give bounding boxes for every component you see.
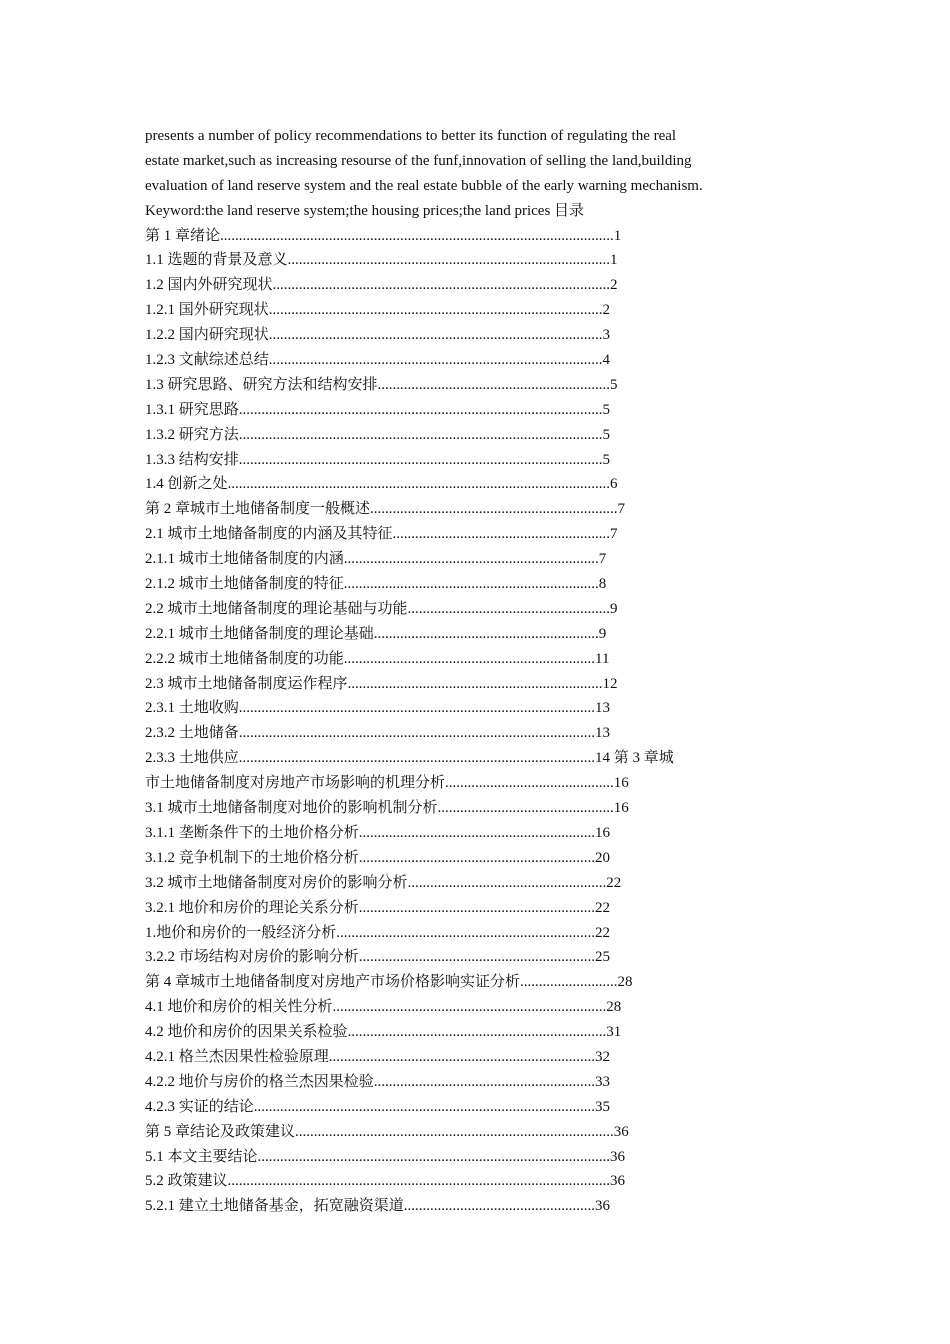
toc-entry: 1.2.2 国内研究现状.........................................................................................3 [145,327,611,344]
toc-entry: 1.3.1 研究思路.................................................................................................5 [145,401,611,418]
toc-entry: 1.3.3 结构安排.................................................................................................5 [145,451,611,468]
toc-entry: 1.3 研究思路、研究方法和结构安排..............................................................5 [145,376,618,393]
toc-entry: 1.1 选题的背景及意义......................................................................................1 [145,252,618,269]
toc-entry: 2.1.1 城市土地储备制度的内涵....................................................................7 [145,551,607,568]
toc-entry: 2.1 城市土地储备制度的内涵及其特征..........................................................7 [145,526,618,543]
toc-entry: 4.2.1 格兰杰因果性检验原理.......................................................................32 [145,1048,611,1065]
keywords-line: Keyword:the land reserve system;the housing prices;the land prices 目录 [145,202,585,219]
toc-entry: 2.3.2 土地储备...............................................................................................13 [145,725,611,742]
abstract-line: presents a number of policy recommendations to better its function of regulating the real [145,128,677,144]
toc-entry: 5.2.1 建立土地储备基金，拓宽融资渠道...................................................36 [145,1198,611,1215]
toc-entry: 3.2.1 地价和房价的理论关系分析...............................................................22 [145,899,611,916]
toc-entry: 2.1.2 城市土地储备制度的特征....................................................................8 [145,576,607,593]
toc-entry: 3.1.2 竞争机制下的土地价格分析...............................................................20 [145,849,611,866]
toc-entry: 1.4 创新之处......................................................................................................6 [145,476,618,493]
toc-entry: 2.2.1 城市土地储备制度的理论基础............................................................9 [145,625,607,642]
toc-entry: 市土地储备制度对房地产市场影响的机理分析.............................................16 [145,775,629,792]
toc-entry: 1.2 国内外研究现状..........................................................................................2 [145,277,618,294]
toc-entry: 1.地价和房价的一般经济分析.....................................................................22 [145,924,611,941]
toc-entry: 4.1 地价和房价的相关性分析.........................................................................28 [145,999,622,1016]
toc-entry: 3.2 城市土地储备制度对房价的影响分析.....................................................22 [145,874,622,891]
toc-entry: 5.1 本文主要结论..............................................................................................36 [145,1148,626,1165]
document-page [145,124,825,1219]
abstract-line: estate market,such as increasing resourse of the funf,innovation of selling the land,building [145,152,692,169]
toc-entry: 第 2 章城市土地储备制度一般概述..................................................................7 [145,501,626,518]
toc-entry: 4.2.3 实证的结论...........................................................................................35 [145,1098,611,1115]
toc-entry: 第 4 章城市土地储备制度对房地产市场价格影响实证分析..........................28 [145,974,633,991]
toc-entry: 2.3.3 土地供应...............................................................................................14 第 3 章城 [145,750,674,767]
toc-entry: 2.2.2 城市土地储备制度的功能...................................................................11 [145,650,610,667]
toc-entry: 3.1.1 垄断条件下的土地价格分析...............................................................16 [145,824,611,841]
toc-entry: 3.2.2 市场结构对房价的影响分析...............................................................25 [145,949,611,966]
toc-entry: 1.3.2 研究方法.................................................................................................5 [145,426,611,443]
toc-entry: 2.3.1 土地收购...............................................................................................13 [145,700,611,717]
toc-entry: 第 1 章绪论.........................................................................................................1 [145,227,622,244]
toc-entry: 4.2.2 地价与房价的格兰杰因果检验...........................................................33 [145,1073,611,1090]
toc-entry: 5.2 政策建议......................................................................................................36 [145,1173,626,1190]
toc-entry: 2.2 城市土地储备制度的理论基础与功能......................................................9 [145,600,618,617]
toc-entry: 4.2 地价和房价的因果关系检验.....................................................................31 [145,1024,622,1041]
toc-entry: 1.2.3 文献综述总结.........................................................................................4 [145,352,611,369]
toc-entry: 3.1 城市土地储备制度对地价的影响机制分析...............................................16 [145,800,629,817]
abstract-line: evaluation of land reserve system and the real estate bubble of the early warning mechanism. [145,177,703,194]
toc-entry: 2.3 城市土地储备制度运作程序....................................................................12 [145,675,618,692]
toc-entry: 1.2.1 国外研究现状.........................................................................................2 [145,302,611,319]
toc-entry: 第 5 章结论及政策建议.....................................................................................36 [145,1123,629,1140]
